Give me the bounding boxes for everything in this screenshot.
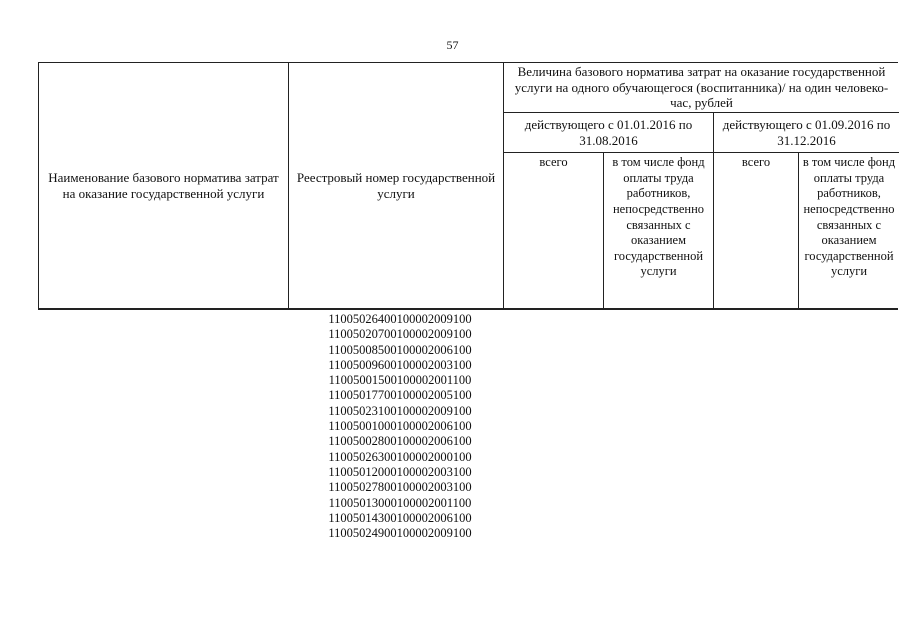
registry-code: 11005023100100002009100 — [328, 403, 472, 418]
registry-code: 11005020700100002009100 — [328, 327, 472, 342]
registry-code: 11005002800100002006100 — [328, 434, 472, 449]
registry-code: 11005027800100002003100 — [328, 480, 472, 495]
registry-code: 11005026300100002000100 — [328, 449, 472, 464]
registry-code: 11005009600100002003100 — [328, 357, 472, 372]
header-cell-period-2: действующего с 01.09.2016 по 31.12.2016 — [714, 113, 899, 153]
table-bottom-rule — [38, 308, 898, 309]
registry-code: 11005013000100002001100 — [328, 495, 472, 510]
header-cell-period-2-wage-fund: в том числе фонд оплаты труда работников, непосредственно связанных с оказанием государственной услуги — [802, 155, 896, 279]
registry-code: 11005008500100002006100 — [328, 342, 472, 357]
registry-code-list — [310, 312, 490, 541]
registry-code: 11005001500100002001100 — [328, 373, 472, 388]
header-cell-registry-number: Реестровый номер государственной услуги — [289, 63, 504, 309]
page-number: 57 — [446, 38, 459, 52]
header-cell-period-1: действующего с 01.01.2016 по 31.08.2016 — [504, 113, 714, 153]
registry-code: 11005001000100002006100 — [328, 419, 472, 434]
registry-code: 11005026400100002009100 — [328, 312, 472, 326]
registry-code: 11005017700100002005100 — [328, 388, 472, 403]
table-header — [38, 62, 898, 310]
header-cell-period-2-total: всего — [714, 153, 799, 309]
header-cell-period-1-total: всего — [504, 153, 604, 309]
header-cell-name: Наименование базового норматива затрат на оказание государственной услуги — [39, 63, 289, 309]
registry-code: 11005014300100002006100 — [328, 510, 472, 525]
header-cell-period-1-wage-fund: в том числе фонд оплаты труда работников, непосредственно связанных с оказанием государственной услуги — [604, 153, 714, 309]
header-cell-base-cost-value: Величина базового норматива затрат на оказание государственной услуги на одного обучающегося (воспитанника)/ на один человеко-час, рублей — [504, 63, 899, 113]
registry-code: 11005024900100002009100 — [328, 526, 472, 541]
registry-code: 11005012000100002003100 — [328, 464, 472, 479]
